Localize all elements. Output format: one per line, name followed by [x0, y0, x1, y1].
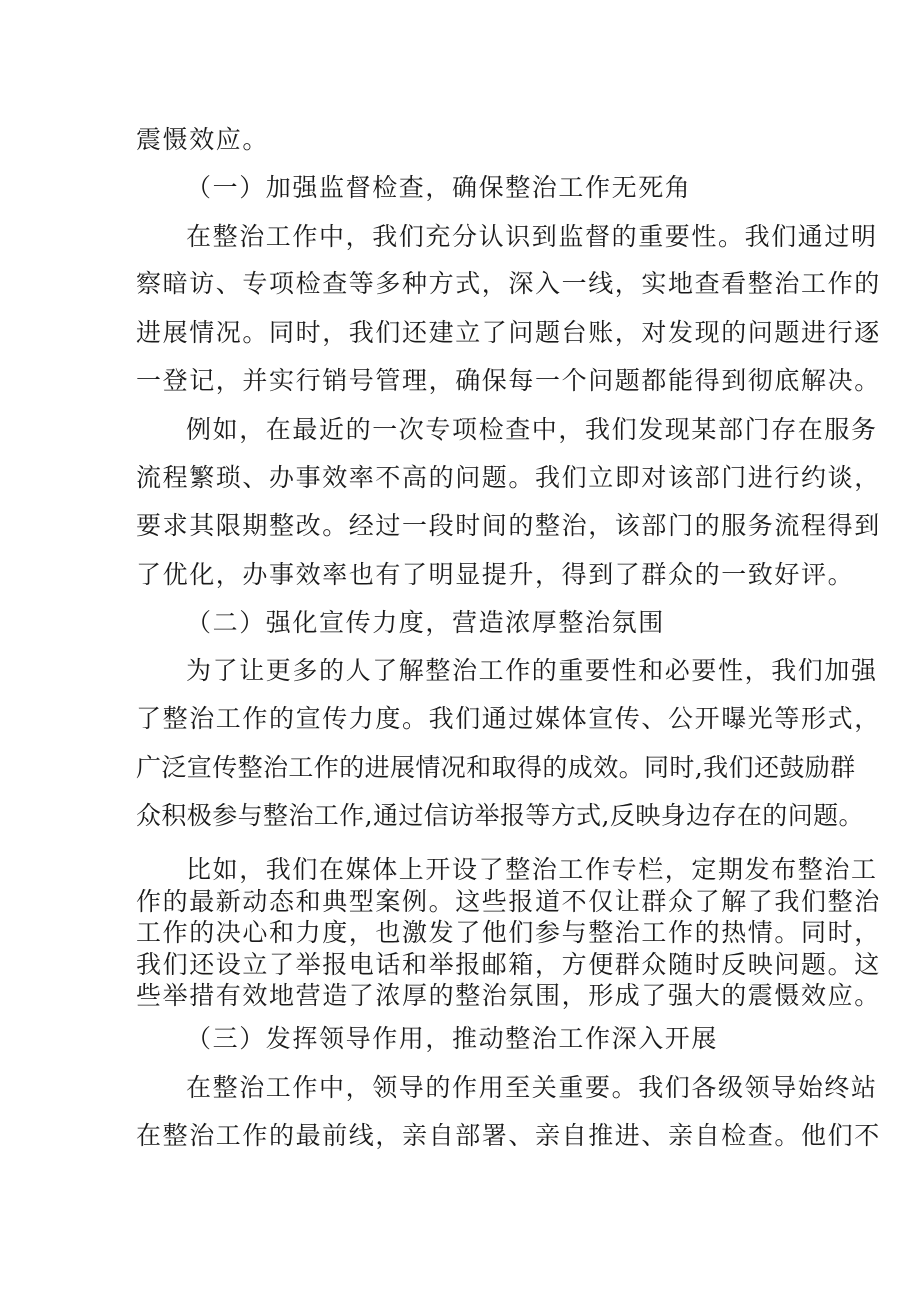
paragraph-3-line-3: 广泛宣传整治工作的进展情况和取得的成效。同时,我们还鼓励群 [136, 753, 856, 782]
paragraph-3-line-4: 众积极参与整治工作,通过信访举报等方式,反映身边存在的问题。 [136, 801, 864, 830]
paragraph-2-line-1: 例如，在最近的一次专项检查中，我们发现某部门存在服务 [186, 415, 878, 444]
paragraph-4-line-5: 些举措有效地营造了浓厚的整治氛围，形成了强大的震慑效应。 [136, 981, 881, 1010]
paragraph-4-line-2: 作的最新动态和典型案例。这些报道不仅让群众了解了我们整治 [136, 887, 881, 916]
paragraph-1-line-1: 在整治工作中，我们充分认识到监督的重要性。我们通过明 [186, 222, 878, 251]
continuation-line: 震慑效应。 [136, 125, 270, 154]
section-heading-3: （三）发挥领导作用，推动整治工作深入开展 [186, 1024, 719, 1053]
paragraph-4-line-1: 比如，我们在媒体上开设了整治工作专栏，定期发布整治工 [186, 855, 878, 884]
paragraph-5-line-2: 在整治工作的最前线，亲自部署、亲自推进、亲自检查。他们不 [136, 1121, 881, 1150]
paragraph-2-line-2: 流程繁琐、办事效率不高的问题。我们立即对该部门进行约谈， [136, 463, 881, 492]
paragraph-1-line-4: 一登记，并实行销号管理，确保每一个问题都能得到彻底解决。 [136, 366, 881, 395]
paragraph-3-line-1: 为了让更多的人了解整治工作的重要性和必要性，我们加强 [186, 656, 878, 685]
paragraph-4-line-3: 工作的决心和力度，也激发了他们参与整治工作的热情。同时， [136, 918, 881, 947]
section-heading-1: （一）加强监督检查，确保整治工作无死角 [186, 173, 692, 202]
paragraph-4-line-4: 我们还设立了举报电话和举报邮箱，方便群众随时反映问题。这 [136, 950, 881, 979]
paragraph-2-line-3: 要求其限期整改。经过一段时间的整治，该部门的服务流程得到 [136, 511, 881, 540]
paragraph-5-line-1: 在整治工作中，领导的作用至关重要。我们各级领导始终站 [186, 1073, 878, 1102]
paragraph-2-line-4: 了优化，办事效率也有了明显提升，得到了群众的一致好评。 [136, 560, 855, 589]
paragraph-3-line-2: 了整治工作的宣传力度。我们通过媒体宣传、公开曝光等形式， [136, 704, 881, 733]
paragraph-1-line-3: 进展情况。同时，我们还建立了问题台账，对发现的问题进行逐 [136, 318, 881, 347]
section-heading-2: （二）强化宣传力度，营造浓厚整治氛围 [186, 608, 665, 637]
paragraph-1-line-2: 察暗访、专项检查等多种方式，深入一线，实地查看整治工作的 [136, 269, 881, 298]
